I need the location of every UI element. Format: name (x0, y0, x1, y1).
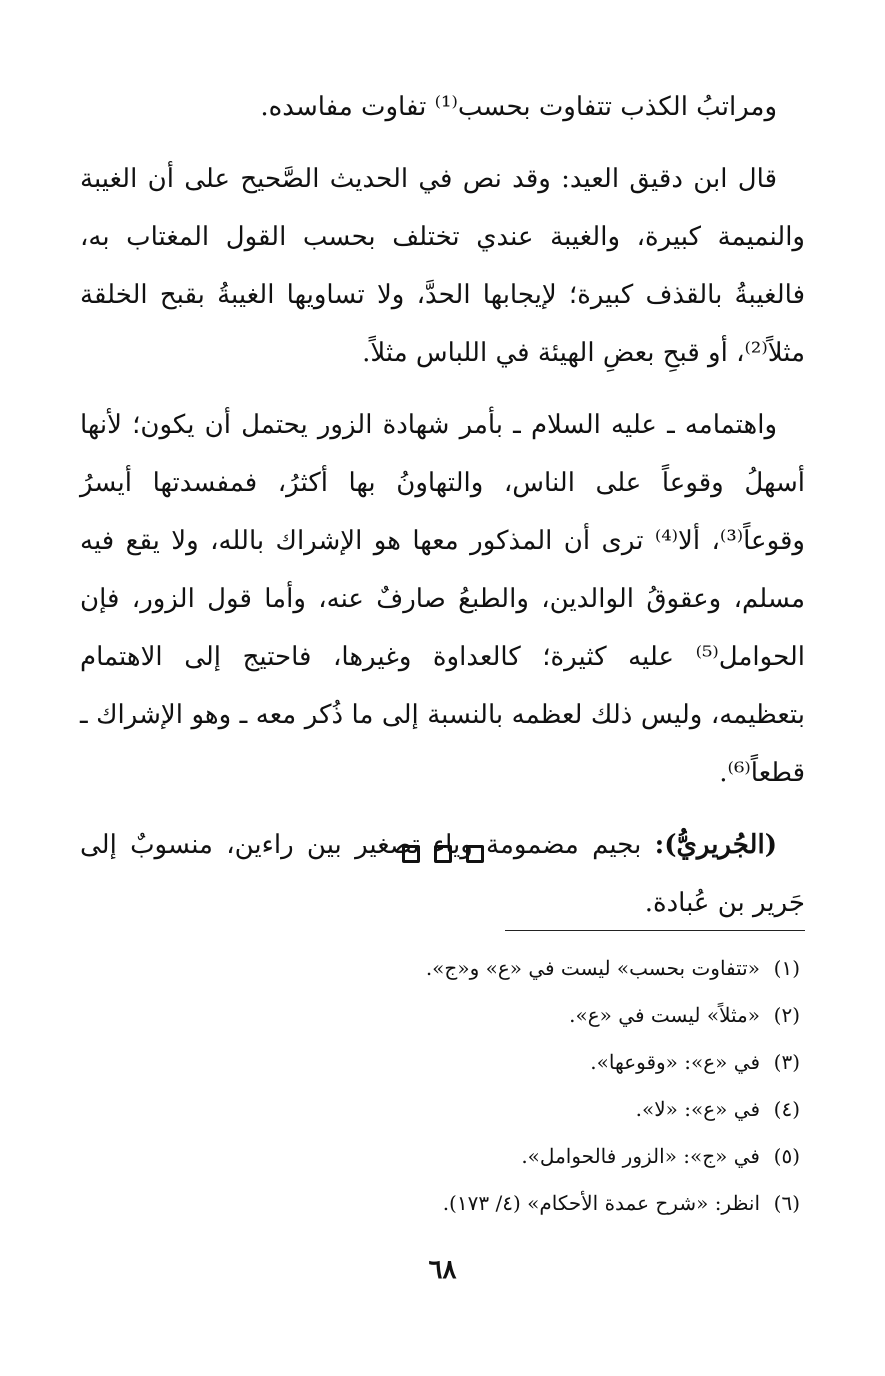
footnote-text: «تتفاوت بحسب» ليست في «ع» و«ج». (425, 956, 760, 980)
page-number: ٦٨ (428, 1255, 457, 1285)
footnote-text: في «ع»: «وقوعها». (590, 1050, 760, 1074)
paragraph-2: قال ابن دقيق العيد: وقد نص في الحديث الصَّحيح على أن الغيبة والنميمة كبيرة، والغيبة عندي تختلف بحسب القول المغتاب به، فالغيبةُ بالقذف كبيرة؛ لإيجابها الحدَّ، ولا تساويها الغيبةُ بقبح الخلقة مثلاً⁽²⁾، أو قبحِ بعضِ الهيئة في اللباس مثلاً. (80, 164, 805, 368)
footnote (100, 1039, 800, 1086)
section-separator (0, 845, 885, 863)
footnotes (100, 945, 800, 1227)
term-heading: (الجُريريُّ): (654, 830, 778, 860)
square-ornament-icon (466, 845, 484, 863)
footnote (100, 1180, 800, 1227)
footnote (100, 1086, 800, 1133)
footnote (100, 1133, 800, 1180)
paragraph-1: ومراتبُ الكذب تتفاوت بحسب⁽¹⁾ تفاوت مفاسده. (260, 92, 777, 122)
footnote-number: (١) (773, 956, 800, 980)
footnote-number: (٤) (773, 1097, 800, 1121)
square-ornament-icon (402, 845, 420, 863)
square-ornament-icon (434, 845, 452, 863)
footnote (100, 992, 800, 1039)
footnote-text: انظر: «شرح عمدة الأحكام» (٤/ ١٧٣). (442, 1191, 760, 1215)
paragraph-3: واهتمامه ـ عليه السلام ـ بأمر شهادة الزور يحتمل أن يكون؛ لأنها أسهلُ وقوعاً على الناس، والتهاونُ بها أكثرُ، فمفسدتها أيسرُ وقوعاً⁽³⁾، ألا⁽⁴⁾ ترى أن المذكور معها هو الإشراك بالله، ولا يقع فيه مسلم، وعقوقُ الوالدين، والطبعُ صارفٌ عنه، وأما قول الزور، فإن الحوامل⁽⁵⁾ عليه كثيرة؛ كالعداوة وغيرها، فاحتيج إلى الاهتمام بتعظيمه، وليس ذلك لعظمه بالنسبة إلى ما ذُكر معه ـ وهو الإشراك ـ قطعاً⁽⁶⁾. (80, 410, 805, 788)
footnote-text: في «ع»: «لا». (635, 1097, 760, 1121)
main-text (80, 78, 805, 946)
footnote-number: (٥) (773, 1144, 800, 1168)
footnote-number: (٦) (773, 1191, 800, 1215)
footnote (100, 945, 800, 992)
term-definition: بجيم مضمومة وياء تصغير بين راءين، منسوبٌ إلى جَرير بن عُبادة. (80, 830, 805, 918)
footnote-number: (٢) (773, 1003, 800, 1027)
footnote-text: في «ج»: «الزور فالحوامل». (521, 1144, 760, 1168)
footnote-number: (٣) (773, 1050, 800, 1074)
footnote-text: «مثلاً» ليست في «ع». (569, 1003, 760, 1027)
footnote-divider (505, 930, 805, 931)
paragraph-4 (80, 816, 805, 932)
